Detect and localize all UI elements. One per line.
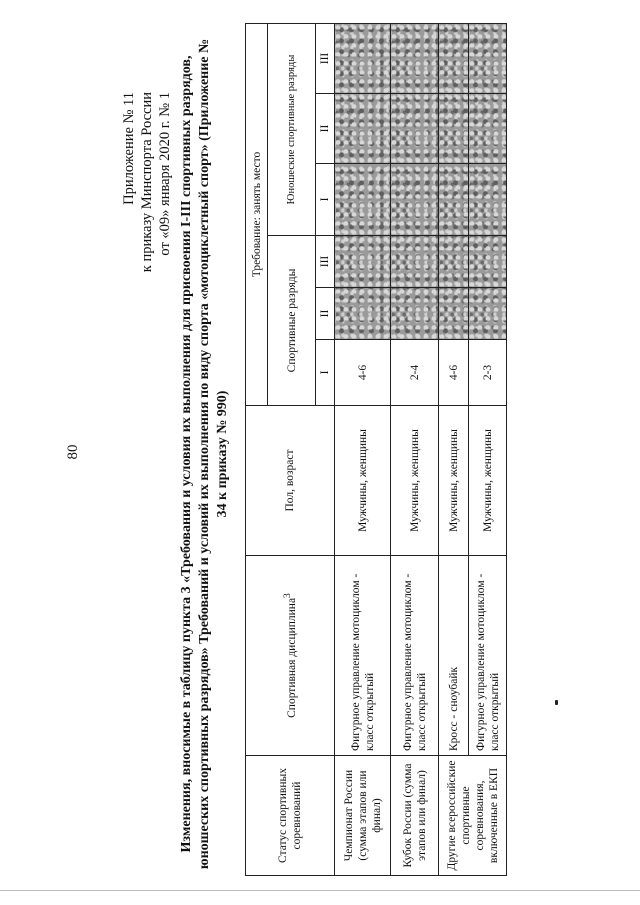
header-youth-ranks: Юношеские спортивные разряды (268, 23, 316, 235)
youth-rank-1: I (316, 164, 335, 236)
table-row (335, 23, 391, 875)
appendix-line-2: к приказу Минспорта России (139, 92, 155, 273)
rank-2: II (316, 288, 335, 340)
discipline-cell: Кросс - сноубайк (439, 556, 469, 756)
shaded-cell (439, 23, 469, 93)
appendix-reference (120, 92, 174, 272)
shaded-cell (439, 94, 469, 164)
shaded-cell (335, 288, 391, 340)
appendix-line-1: Приложение № 11 (121, 92, 137, 205)
header-gender: Пол, возраст (246, 406, 335, 556)
place-cell: 2-3 (469, 340, 507, 406)
shaded-cell (469, 23, 507, 93)
header-discipline-footnote: 3 (282, 593, 294, 598)
shaded-cell (335, 236, 391, 288)
shaded-cell (439, 288, 469, 340)
header-discipline-text: Спортивная дисциплина (285, 597, 298, 718)
status-cell: Кубок России (сумма этапов или финал) (391, 756, 439, 876)
discipline-cell: Фигурное управление мотоциклом - класс открытый (469, 556, 507, 756)
rank-3: III (316, 236, 335, 288)
place-cell: 4-6 (335, 340, 391, 406)
shaded-cell (391, 288, 439, 340)
table-row (469, 23, 507, 875)
page-number: 80 (65, 444, 81, 460)
shaded-cell (469, 164, 507, 236)
shaded-cell (391, 164, 439, 236)
place-cell: 2-4 (391, 340, 439, 406)
status-cell: Чемпионат России (сумма этапов или финал) (335, 756, 391, 876)
discipline-cell: Фигурное управление мотоциклом - класс открытый (391, 556, 439, 756)
header-discipline (246, 556, 335, 756)
shaded-cell (439, 236, 469, 288)
document-heading: Изменения, вносимые в таблицу пункта 3 «Требования и условия их выполнения для присвоения I-III спортивных разрядов, юношеских спортивных разрядов» Требований и условий их выполнения по виду спорта «мотоциклетный спорт» (Приложение № 34 к приказу № 990) (179, 38, 230, 870)
header-sport-ranks: Спортивные разряды (268, 236, 316, 406)
shaded-cell (469, 94, 507, 164)
youth-rank-2: II (316, 94, 335, 164)
shaded-cell (335, 164, 391, 236)
status-cell: Другие всероссийские спортивные соревнования, включенные в ЕКП (439, 756, 507, 876)
shaded-cell (391, 236, 439, 288)
requirements-table (245, 23, 507, 876)
scan-edge-line (0, 890, 640, 891)
gender-cell: Мужчины, женщины (469, 406, 507, 556)
table-row (439, 23, 469, 875)
shaded-cell (439, 164, 469, 236)
shaded-cell (391, 23, 439, 93)
shaded-cell (469, 288, 507, 340)
place-cell: 4-6 (439, 340, 469, 406)
gender-cell: Мужчины, женщины (335, 406, 391, 556)
shaded-cell (335, 94, 391, 164)
header-requirement: Требование: занять место (246, 23, 268, 405)
shaded-cell (469, 236, 507, 288)
discipline-cell: Фигурное управление мотоциклом - класс открытый (335, 556, 391, 756)
appendix-line-3: от «09» января 2020 г. № 1 (157, 92, 173, 256)
youth-rank-3: III (316, 23, 335, 93)
shaded-cell (335, 23, 391, 93)
rank-1: I (316, 340, 335, 406)
stray-mark (555, 700, 558, 705)
rotated-content (40, 22, 600, 882)
header-status: Статус спортивных соревнований (246, 756, 335, 876)
gender-cell: Мужчины, женщины (391, 406, 439, 556)
table-row (391, 23, 439, 875)
shaded-cell (391, 94, 439, 164)
gender-cell: Мужчины, женщины (439, 406, 469, 556)
